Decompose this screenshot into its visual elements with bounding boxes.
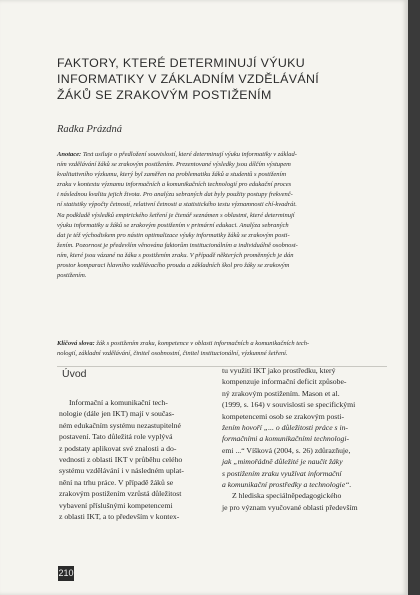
abstract-line: zraku v kontextu významu informačních a komunikačních technologií pro edukační proces bbox=[57, 181, 292, 189]
abstract-label: Anotace: bbox=[57, 151, 82, 158]
body-line: s postižením zraku využívat informační bbox=[222, 468, 342, 478]
section-heading: Úvod bbox=[62, 368, 87, 380]
body-line: tu využití IKT jako prostředku, který bbox=[222, 366, 336, 375]
abstract-line: Na podkladě výsledků empirického šetření je čtenář seznámen s oblastmi, které determinují bbox=[57, 211, 295, 219]
body-line: (1999, s. 164) v souvislosti se specifickými bbox=[222, 400, 356, 410]
body-line: kompetencemi osob se zrakovým posti- bbox=[222, 411, 345, 421]
abstract-line: prostor komparaci hlavního vzdělávacího proudu a základních škol pro žáky se zrakovým bbox=[57, 262, 290, 270]
body-line: z oblasti IKT, a to především v kontex- bbox=[59, 512, 180, 522]
body-line: je pro význam vyučované oblasti především bbox=[222, 502, 358, 512]
body-line: jak „mimořádně důležité je naučit žáky bbox=[222, 457, 343, 467]
abstract-line: postižením. bbox=[57, 272, 87, 280]
abstract-line: kvalitativního výzkumu, který byl zaměřen na problematiku žáků a studentů s postižením bbox=[57, 171, 287, 179]
body-line: formačními a komunikačními technologi- bbox=[222, 434, 350, 444]
abstract-line: ní statistiky výpočty četností, relativní četnosti a statistického testu významnosti chí-kvadrát. bbox=[57, 201, 297, 209]
body-line: emi ...“ Víšková (2004, s. 26) zdůrazňuje, bbox=[222, 445, 351, 455]
keywords-line: nologií, základní vzdělávání, činitel osobnostní, činitel institucionální, výzkumné šetření. bbox=[57, 350, 288, 358]
title-line: INFORMATIKY V ZÁKLADNÍM VZDĚLÁVÁNÍ bbox=[57, 72, 320, 86]
body-line: žením hovoří „... o důležitosti práce s in- bbox=[222, 423, 348, 433]
title-line: ŽÁKŮ SE ZRAKOVÝM POSTIŽENÍM bbox=[57, 88, 272, 102]
abstract bbox=[57, 150, 387, 281]
body-line: ném edukačním systému nezastupitelné bbox=[59, 420, 181, 430]
scan-edge bbox=[408, 0, 420, 595]
abstract-line: ním vzdělávání žáků se zrakovým postižením. Prezentované výsledky jsou dílčím výstupem bbox=[57, 161, 291, 169]
body-line: z podstaty aplikovat své znalosti a do- bbox=[59, 443, 177, 453]
body-column-left bbox=[59, 397, 209, 522]
abstract-line: ním, které jsou vázané na žáka s postižením zraku. V případě některých proměnných je dán bbox=[57, 251, 294, 259]
article-title bbox=[57, 55, 387, 103]
body-line: zrakovým postižením vzrůstá důležitost bbox=[59, 489, 182, 499]
body-line: nologie (dále jen IKT) mají v součas- bbox=[59, 409, 175, 419]
body-line: ný zrakovým postižením. Mason et al. bbox=[222, 388, 340, 398]
body-line: Informační a komunikační tech- bbox=[69, 398, 168, 407]
keywords-line: žák s postižením zraku, kompetence v oblasti informačních a komunikačních tech- bbox=[94, 340, 310, 347]
body-line: vybavení příslušnými kompetencemi bbox=[59, 500, 173, 510]
abstract-line: výuku informatiky u žáků se zrakovým postižením v primární edukaci. Analýza sebraných bbox=[57, 221, 289, 229]
keywords bbox=[57, 339, 387, 359]
page-number: 210 bbox=[58, 566, 74, 581]
body-line: vednosti z oblasti IKT v průběhu celého bbox=[59, 455, 183, 465]
abstract-line: i následnou kvalitu jejich života. Pro analýzu sebraných dat byly použity postupy frekvenč- bbox=[57, 191, 293, 199]
title-line: FAKTORY, KTERÉ DETERMINUJÍ VÝUKU bbox=[57, 56, 306, 70]
abstract-line: žením. Pozornost je především věnována faktorům institucionálním a individuálně osobnost- bbox=[57, 241, 298, 249]
author-name: Radka Prázdná bbox=[57, 124, 123, 135]
body-line: nění na trhu práce. V případě žáků se bbox=[59, 477, 174, 487]
body-line: kompenzuje informační deficit způsobe- bbox=[222, 377, 347, 387]
keywords-label: Klíčová slova: bbox=[57, 340, 95, 347]
abstract-line: dat je též východiskem pro nástin optimalizace výuky informatiky žáků se zrakovým posti- bbox=[57, 231, 290, 239]
body-line: a komunikační prostředky a technologie“. bbox=[222, 480, 352, 490]
body-line: systému vzdělávání i v následném uplat- bbox=[59, 466, 184, 476]
body-column-right bbox=[222, 365, 390, 513]
body-line: Z hlediska speciálněpedagogického bbox=[232, 491, 342, 501]
abstract-line: Text usiluje o předložení souvislostí, které determinují výuku informatiky v základ- bbox=[81, 151, 297, 158]
body-line: postavení. Tato důležitá role vyplývá bbox=[59, 432, 173, 442]
